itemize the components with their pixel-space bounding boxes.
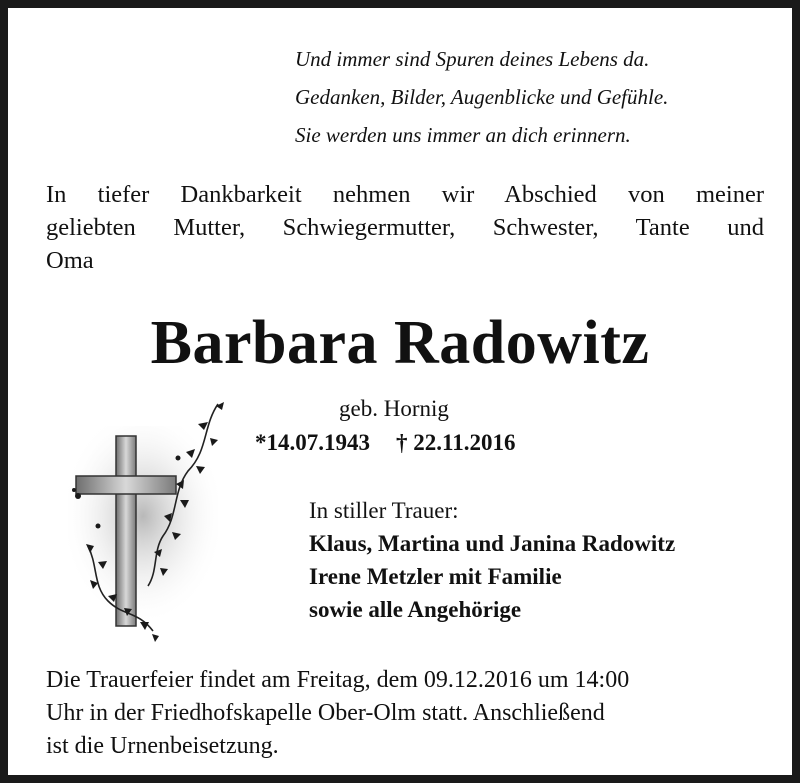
poem-line: Gedanken, Bilder, Augenblicke und Gefühle. [295, 85, 669, 109]
memorial-poem [295, 40, 668, 154]
mourner-line: Klaus, Martina und Janina Radowitz [309, 531, 676, 556]
deceased-name: Barbara Radowitz [150, 309, 650, 377]
funeral-line: Uhr in der Friedhofskapelle Ober-Olm statt. Anschließend [46, 700, 605, 726]
funeral-line: ist die Urnenbeisetzung. [46, 733, 279, 759]
intro-line: geliebten Mutter, Schwiegermutter, Schwester, Tante und [46, 214, 764, 241]
poem-line: Sie werden uns immer an dich erinnern. [295, 123, 631, 147]
intro-line: In tiefer Dankbarkeit nehmen wir Abschied von meiner [46, 181, 764, 208]
intro-text [46, 178, 764, 277]
birth-name: geb. Hornig [339, 396, 449, 421]
funeral-line: Die Trauerfeier findet am Freitag, dem 09.12.2016 um 14:00 [46, 667, 630, 693]
mourners-block [309, 494, 675, 626]
mourners-heading: In stiller Trauer: [309, 498, 459, 523]
poem-line: Und immer sind Spuren deines Lebens da. [295, 47, 650, 71]
cross-with-ivy-icon [68, 396, 238, 646]
birth-date: *14.07.1943 [255, 430, 370, 455]
life-dates [255, 430, 515, 456]
mourner-line: sowie alle Angehörige [309, 597, 522, 622]
death-date: † 22.11.2016 [396, 430, 516, 455]
intro-line: Oma [46, 247, 94, 274]
funeral-notice [46, 664, 766, 763]
mourner-line: Irene Metzler mit Familie [309, 564, 562, 589]
